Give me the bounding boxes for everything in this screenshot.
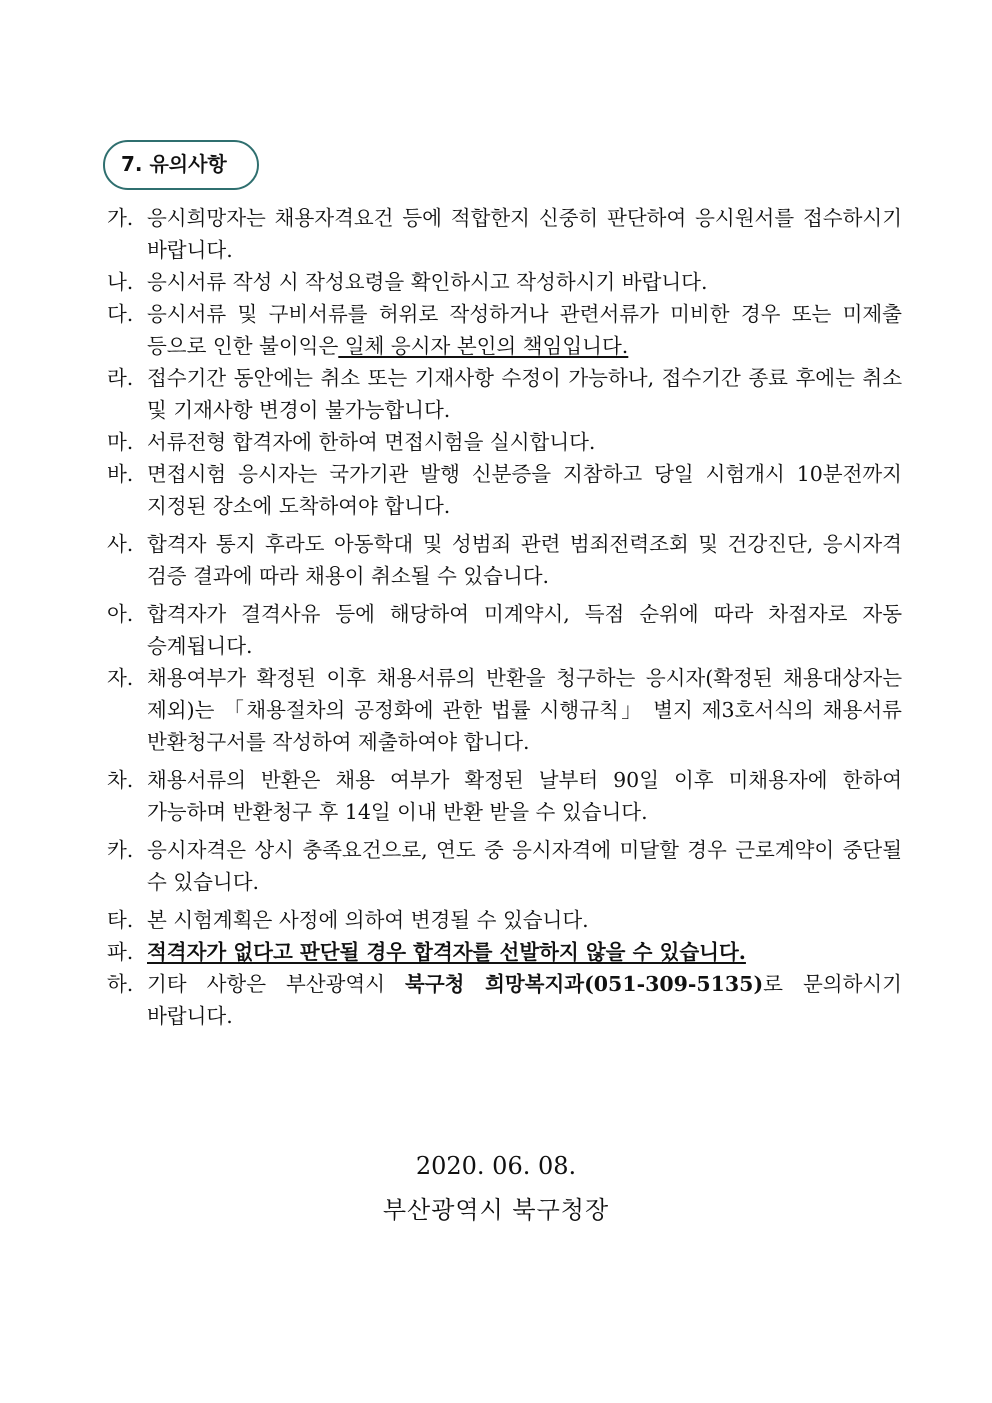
note-marker: 아. — [107, 602, 134, 626]
note-text: 응시서류 작성 시 작성요령을 확인하시고 작성하시기 바랍니다. — [147, 270, 708, 294]
note-item — [107, 662, 902, 758]
note-item — [107, 362, 902, 426]
announcement-date: 2020. 06. 08. — [415, 1152, 577, 1180]
note-text: 서류전형 합격자에 한하여 면접시험을 실시합니다. — [147, 430, 596, 454]
note-text-part: 기타 사항은 부산광역시 — [147, 972, 406, 996]
note-text: 채용여부가 확정된 이후 채용서류의 반환을 청구하는 응시자(확정된 채용대상자는 제외)는 「채용절차의 공정화에 관한 법률 시행규칙」 별지 제3호서식의 채용서류 반환청구서를 작성하여 제출하여야 합니다. — [147, 666, 902, 754]
note-item — [107, 202, 902, 266]
notes-list — [107, 202, 902, 1032]
note-marker: 나. — [107, 270, 134, 294]
note-text: 채용서류의 반환은 채용 여부가 확정된 날부터 90일 이후 미채용자에 한하여 가능하며 반환청구 후 14일 이내 반환 받을 수 있습니다. — [147, 768, 902, 824]
note-text-underlined: 일체 응시자 본인의 책임입니다. — [338, 334, 629, 358]
note-item — [107, 764, 902, 828]
note-marker: 라. — [107, 366, 134, 390]
note-text: 합격자가 결격사유 등에 해당하여 미계약시, 득점 순위에 따라 차점자로 자동 승계됩니다. — [147, 602, 902, 658]
note-item — [107, 904, 902, 936]
issuing-organization: 부산광역시 북구청장 — [382, 1196, 610, 1224]
section-heading-badge: 7. 유의사항 — [103, 140, 259, 190]
note-item — [107, 458, 902, 522]
note-text: 면접시험 응시자는 국가기관 발행 신분증을 지참하고 당일 시험개시 10분전까지 지정된 장소에 도착하여야 합니다. — [147, 462, 902, 518]
note-text: 응시희망자는 채용자격요건 등에 적합한지 신중히 판단하여 응시원서를 접수하시기 바랍니다. — [147, 206, 902, 262]
note-marker: 사. — [107, 532, 134, 556]
note-marker: 카. — [107, 838, 134, 862]
note-marker: 타. — [107, 908, 134, 932]
note-text: 접수기간 동안에는 취소 또는 기재사항 수정이 가능하나, 접수기간 종료 후에는 취소 및 기재사항 변경이 불가능합니다. — [147, 366, 902, 422]
note-text: 응시자격은 상시 충족요건으로, 연도 중 응시자격에 미달할 경우 근로계약이 중단될 수 있습니다. — [147, 838, 902, 894]
note-marker: 가. — [107, 206, 134, 230]
note-item — [107, 426, 902, 458]
note-marker: 하. — [107, 972, 134, 996]
note-text: 본 시험계획은 사정에 의하여 변경될 수 있습니다. — [147, 908, 589, 932]
note-text — [147, 968, 902, 1032]
note-marker: 바. — [107, 462, 134, 486]
note-marker: 다. — [107, 302, 134, 326]
note-item — [107, 528, 902, 592]
note-text-part: 로 문의하시기 바랍니다. — [147, 972, 902, 1028]
note-marker: 자. — [107, 666, 134, 690]
note-item — [107, 266, 902, 298]
note-item — [107, 936, 902, 968]
note-item — [107, 834, 902, 898]
note-marker: 파. — [107, 940, 134, 964]
note-text — [147, 298, 902, 362]
contact-department: 북구청 희망복지과(051-309-5135) — [405, 972, 764, 996]
note-item — [107, 298, 902, 362]
note-item — [107, 968, 902, 1032]
note-marker: 차. — [107, 768, 134, 792]
note-text-emphasis: 적격자가 없다고 판단될 경우 합격자를 선발하지 않을 수 있습니다. — [147, 940, 746, 964]
note-text: 합격자 통지 후라도 아동학대 및 성범죄 관련 범죄전력조회 및 건강진단, 응시자격 검증 결과에 따라 채용이 취소될 수 있습니다. — [147, 532, 902, 588]
note-marker: 마. — [107, 430, 134, 454]
note-text-part: 응시서류 및 구비서류를 허위로 작성하거나 관련서류가 미비한 경우 또는 미제출 등으로 인한 불이익은 — [147, 302, 902, 358]
note-item — [107, 598, 902, 662]
